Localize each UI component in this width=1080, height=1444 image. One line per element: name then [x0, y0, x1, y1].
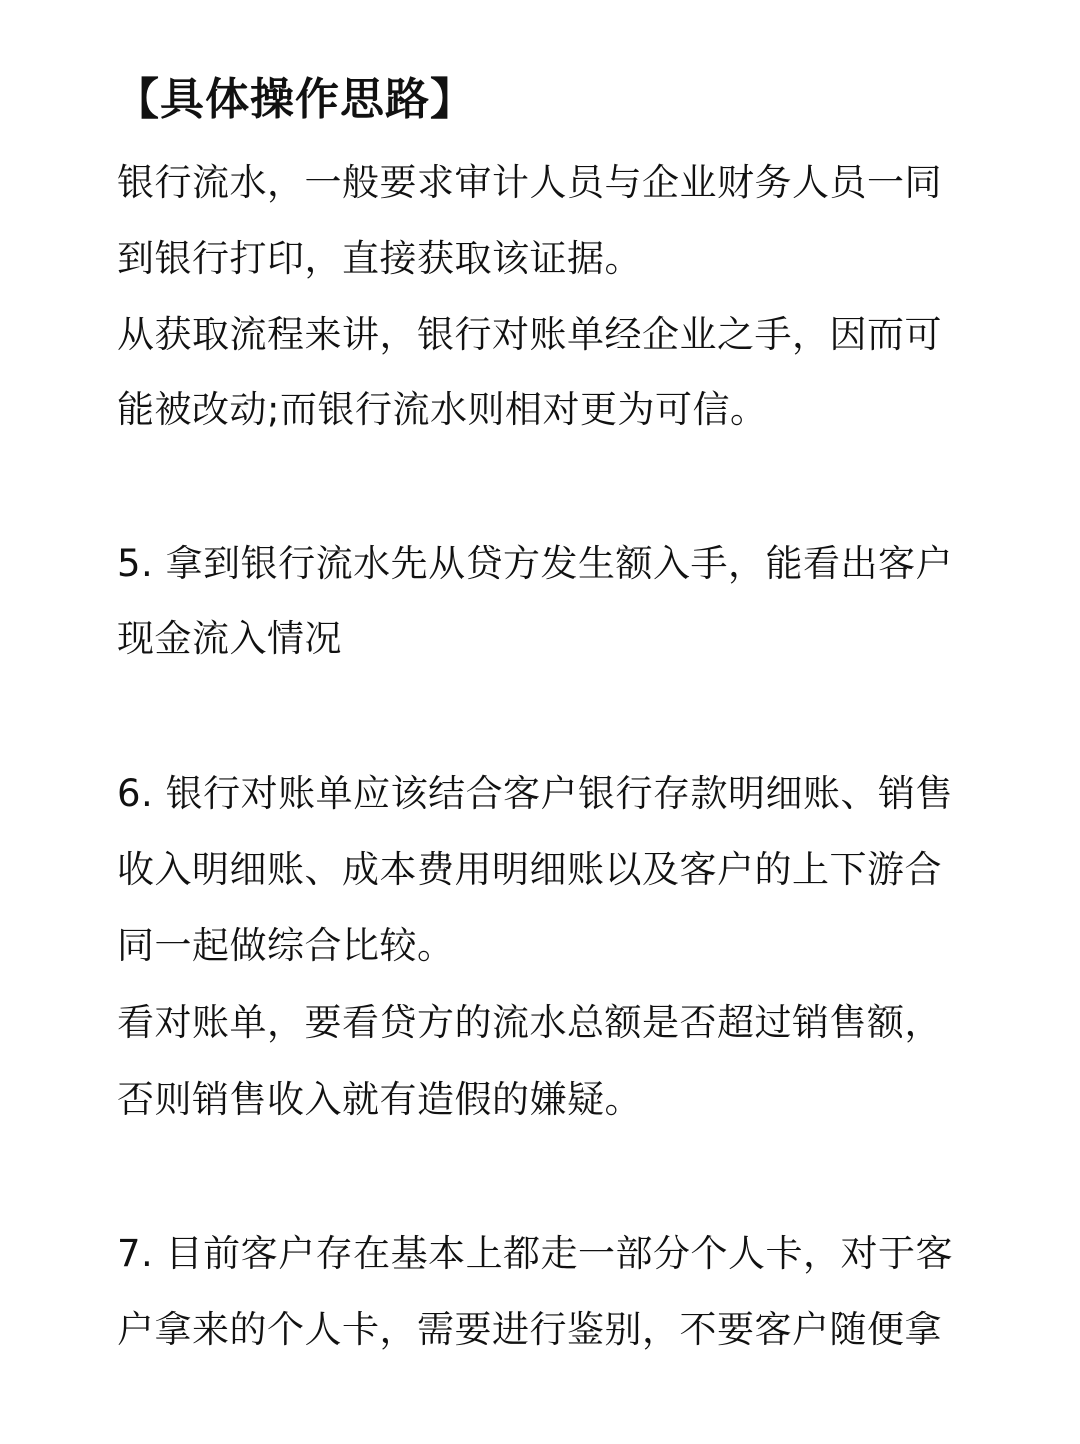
text-line: 否则销售收入就有造假的嫌疑。: [117, 1078, 642, 1121]
list-item-6-line: 收入明细账、成本费用明细账以及客户的上下游合: [117, 848, 942, 891]
list-item-6-line: 同一起做综合比较。: [117, 924, 455, 967]
list-item-5-line: 5. 拿到银行流水先从贷方发生额入手，能看出客户: [117, 542, 954, 585]
list-item-7-line: 7. 目前客户存在基本上都走一部分个人卡，对于客: [117, 1232, 954, 1275]
section-heading: 【具体操作思路】: [115, 74, 475, 125]
text-line: 看对账单，要看贷方的流水总额是否超过销售额，: [117, 1001, 942, 1044]
list-item-5-line: 现金流入情况: [117, 617, 342, 660]
text-line: 能被改动;而银行流水则相对更为可信。: [117, 388, 768, 431]
list-item-7-line: 户拿来的个人卡，需要进行鉴别，不要客户随便拿: [117, 1308, 942, 1351]
text-line: 银行流水，一般要求审计人员与企业财务人员一同: [117, 161, 942, 204]
text-line: 到银行打印，直接获取该证据。: [117, 237, 642, 280]
text-line: 从获取流程来讲，银行对账单经企业之手，因而可: [117, 313, 942, 356]
list-item-6-line: 6. 银行对账单应该结合客户银行存款明细账、销售: [117, 772, 954, 815]
